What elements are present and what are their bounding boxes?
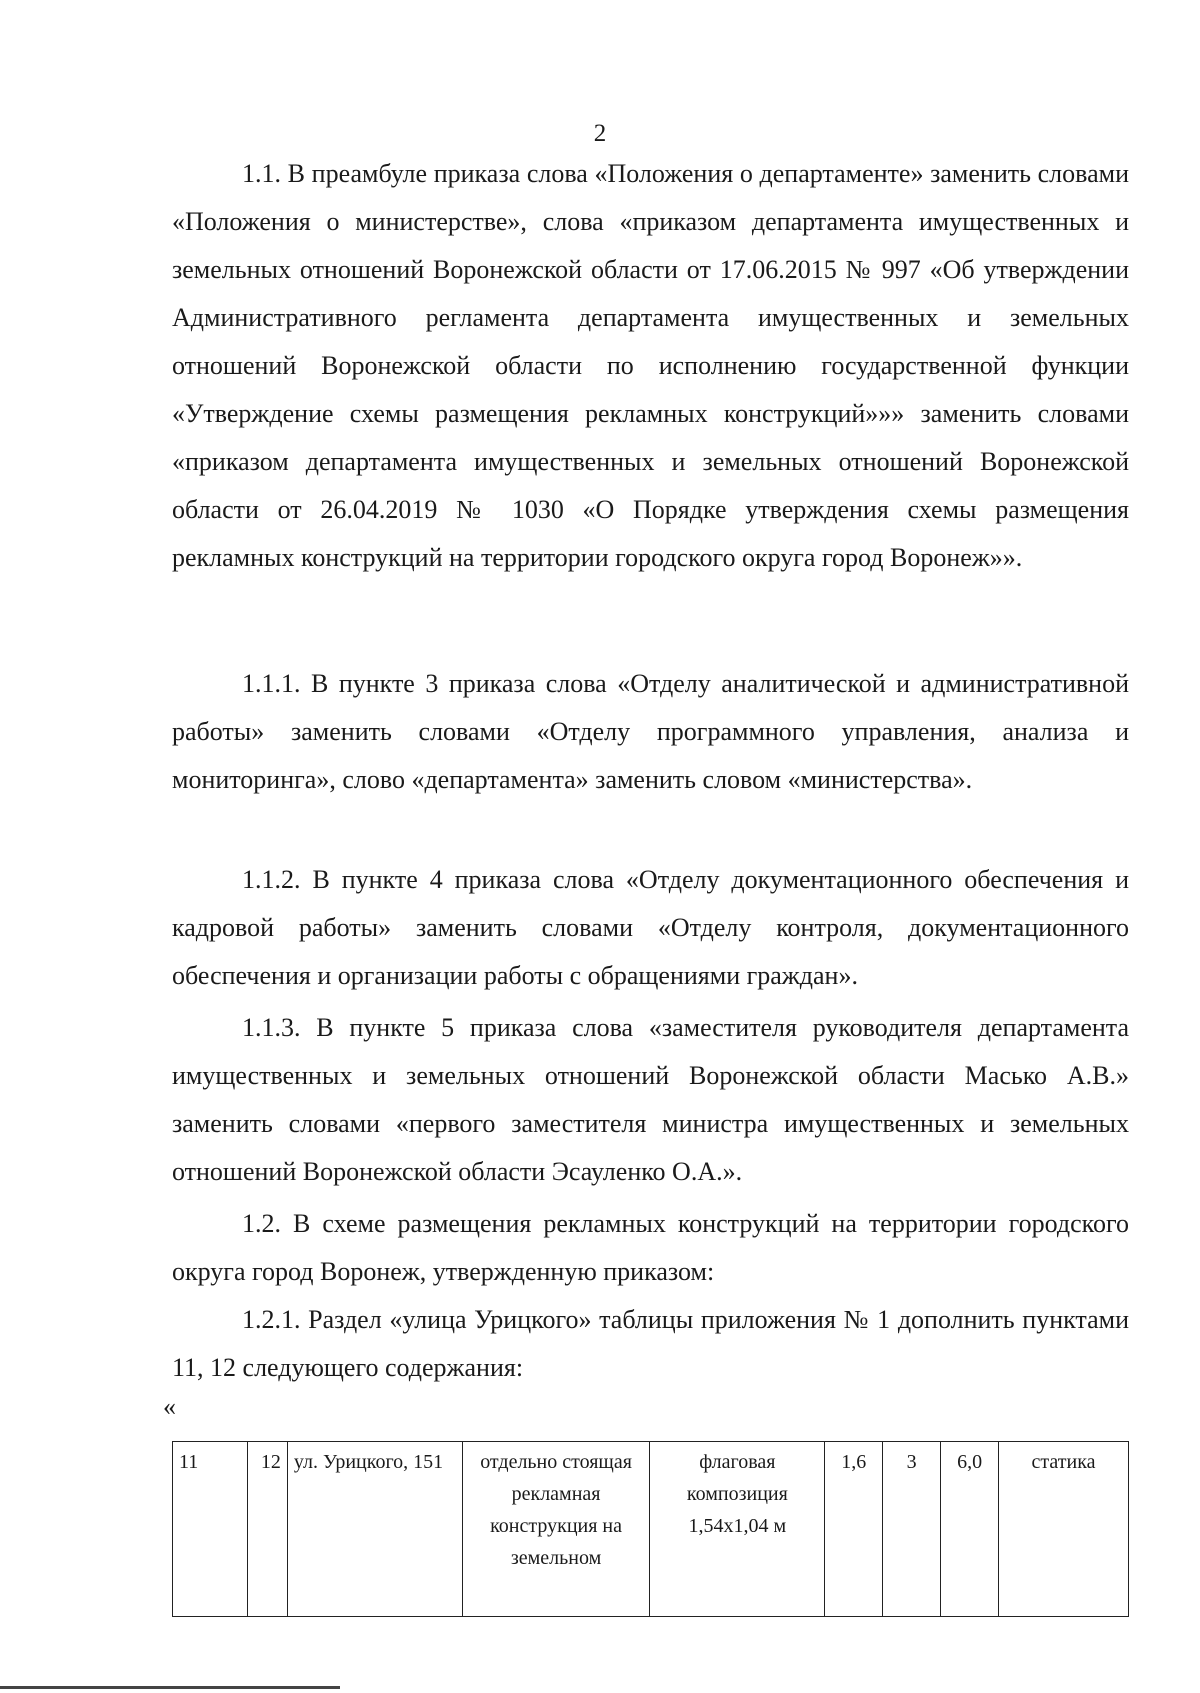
table-cell-type: отдельно стоящая рекламная конструкция на земельном [462, 1442, 650, 1617]
table-cell-value-1: 1,6 [825, 1442, 883, 1617]
open-quote: « [163, 1392, 176, 1421]
table-cell-number: 11 [173, 1442, 248, 1617]
table-cell-value-2: 3 [883, 1442, 941, 1617]
bottom-rule [0, 1686, 340, 1689]
paragraph-1-1-1: 1.1.1. В пункте 3 приказа слова «Отделу аналитической и административной работы» заменить словами «Отделу программного управления, анализа и мониторинга», слово «департамента» заменить словом «министерства». [172, 669, 1129, 794]
table-row [173, 1442, 1129, 1617]
paragraph-1-2-1: 1.2.1. Раздел «улица Урицкого» таблицы приложения № 1 дополнить пунктами 11, 12 следующего содержания: [172, 1305, 1129, 1382]
inserted-table [172, 1441, 1129, 1617]
paragraph-1-1: 1.1. В преамбуле приказа слова «Положения о департаменте» заменить словами «Положения о министерстве», слова «приказом департамента имущественных и земельных отношений Воронежской области от 17.06.2015 № 997 «Об утверждении Административного регламента департамента имущественных и земельных отношений Воронежской области по исполнению государственной функции «Утверждение схемы размещения рекламных конструкций»»» заменить словами «приказом департамента имущественных и земельных отношений Воронежской области от 26.04.2019 № 1030 «О Порядке утверждения схемы размещения рекламных конструкций на территории городского округа город Воронеж»». [172, 159, 1129, 572]
table-cell-index: 12 [247, 1442, 287, 1617]
paragraph-1-1-3: 1.1.3. В пункте 5 приказа слова «заместителя руководителя департамента имущественных и земельных отношений Воронежской области Масько А.В.» заменить словами «первого заместителя министра имущественных и земельных отношений Воронежской области Эсауленко О.А.». [172, 1013, 1129, 1186]
paragraph-1-1-2: 1.1.2. В пункте 4 приказа слова «Отделу документационного обеспечения и кадровой работы» заменить словами «Отделу контроля, документационного обеспечения и организации работы с обращениями граждан». [172, 865, 1129, 990]
table-cell-kind: флаговая композиция 1,54х1,04 м [650, 1442, 825, 1617]
paragraph-1-2: 1.2. В схеме размещения рекламных конструкций на территории городского округа город Воронеж, утвержденную приказом: [172, 1209, 1129, 1286]
page-number: 2 [593, 120, 607, 147]
table-cell-value-3: 6,0 [941, 1442, 999, 1617]
table-cell-mode: статика [999, 1442, 1129, 1617]
table-cell-address: ул. Урицкого, 151 [287, 1442, 462, 1617]
